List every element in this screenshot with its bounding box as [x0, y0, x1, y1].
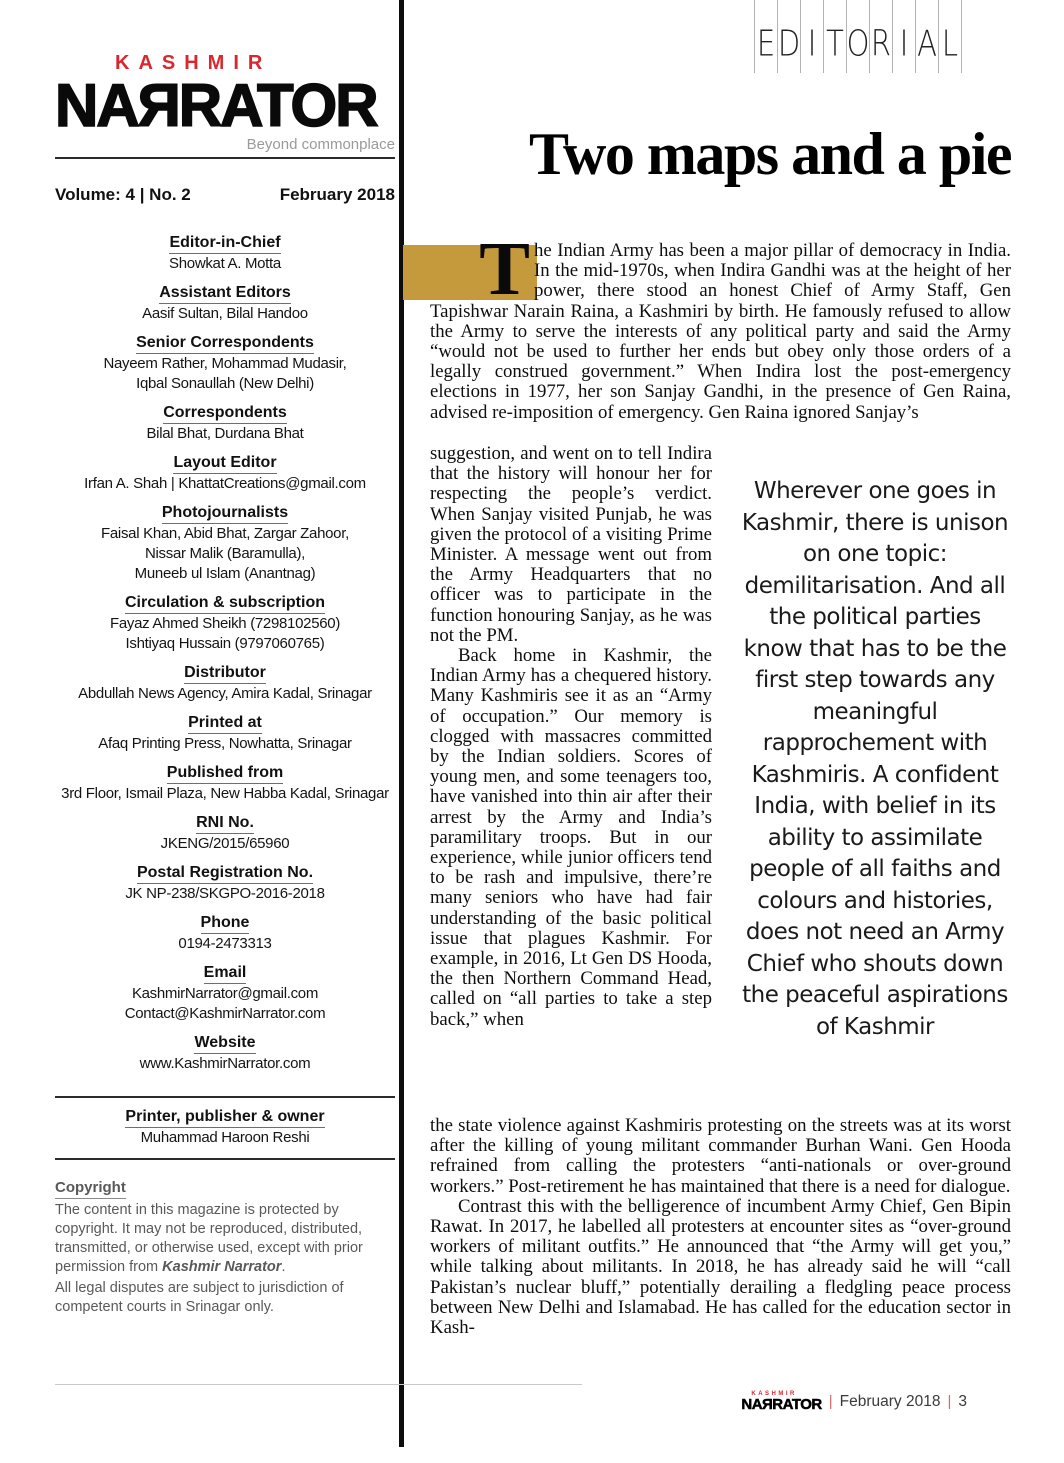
copyright-heading-text: Copyright — [55, 1178, 126, 1199]
staff-heading-text: Senior Correspondents — [136, 333, 314, 354]
staff-heading — [55, 913, 395, 934]
copyright-text-pre: The content in this magazine is protected by copyright. It may not be reproduced, distributed, transmitted, or otherwise used, except with prior permission from — [55, 1202, 363, 1276]
lead-paragraph-block — [430, 227, 1011, 423]
masthead-sidebar — [55, 52, 395, 1317]
staff-line: Nayeem Rather, Mohammad Mudasir, — [103, 355, 347, 373]
staff-heading — [55, 1033, 395, 1054]
staff-heading-text: Phone — [201, 913, 250, 934]
staff-line: Ishtiyaq Hussain (9797060765) — [125, 635, 325, 653]
editorial-letter-cell — [915, 0, 938, 73]
staff-lines — [55, 524, 395, 584]
issue-date: February 2018 — [279, 185, 395, 205]
closing-paragraphs — [430, 1116, 1011, 1338]
staff-heading — [55, 593, 395, 614]
editorial-letter-cell — [869, 0, 892, 73]
copyright-text — [55, 1201, 395, 1277]
staff-lines — [55, 884, 395, 904]
editorial-letter: R — [870, 22, 892, 64]
staff-heading-text: Published from — [167, 763, 283, 784]
footer-separator: | — [947, 1393, 952, 1410]
staff-heading — [55, 333, 395, 354]
logo-narrator-text: NAЯRATOR — [55, 72, 377, 139]
staff-line: Faisal Khan, Abid Bhat, Zargar Zahoor, — [101, 525, 349, 543]
staff-section — [55, 283, 395, 324]
staff-lines — [55, 254, 395, 274]
staff-lines — [55, 614, 395, 654]
staff-section — [55, 813, 395, 854]
staff-line: JKENG/2015/65960 — [160, 835, 290, 853]
staff-heading — [55, 963, 395, 984]
volume-number: Volume: 4 | No. 2 — [55, 185, 191, 205]
staff-line: Contact@KashmirNarrator.com — [124, 1005, 326, 1023]
editorial-letter: E — [756, 22, 776, 64]
editorial-letter-cell — [892, 0, 915, 73]
vertical-divider — [399, 0, 404, 1447]
copyright-heading — [55, 1178, 395, 1199]
footer-logo-kashmir: KASHMIR — [751, 1391, 797, 1397]
staff-line: 3rd Floor, Ismail Plaza, New Habba Kadal, Srinagar — [61, 785, 389, 803]
staff-lines — [55, 474, 395, 494]
editorial-letter-cell — [754, 0, 777, 73]
copyright-magazine-name: Kashmir Narrator — [162, 1259, 282, 1276]
staff-heading-text: RNI No. — [196, 813, 254, 834]
copyright-legal-text: All legal disputes are subject to jurisdiction of competent courts in Srinagar only. — [55, 1280, 344, 1316]
copyright-block — [55, 1178, 395, 1317]
footer-logo — [741, 1391, 821, 1412]
staff-line: Aasif Sultan, Bilal Handoo — [142, 305, 308, 323]
editorial-letter: I — [807, 22, 817, 64]
magazine-logo — [55, 52, 395, 159]
staff-heading — [55, 863, 395, 884]
staff-heading — [55, 233, 395, 254]
publisher-heading-text: Printer, publisher & owner — [125, 1107, 324, 1128]
footer-page-number: 3 — [958, 1392, 967, 1410]
body-text-column — [430, 444, 712, 1043]
staff-heading — [55, 713, 395, 734]
editorial-letter: T — [826, 22, 844, 64]
editorial-letter: D — [777, 22, 801, 64]
footer-logo-narrator: NAЯRATOR — [741, 1396, 822, 1413]
staff-heading-text: Distributor — [184, 663, 266, 684]
staff-line: Muneeb ul Islam (Anantnag) — [134, 565, 316, 583]
staff-heading — [55, 763, 395, 784]
editorial-letter-cell — [823, 0, 846, 73]
staff-line: Afaq Printing Press, Nowhatta, Srinagar — [98, 735, 352, 753]
staff-heading — [55, 813, 395, 834]
editorial-letter-cell — [800, 0, 823, 73]
sidebar-bottom-rule — [55, 1384, 582, 1385]
paragraph: Back home in Kashmir, the Indian Army has a chequered history. Many Kashmiris see it as an “Army of occupation.” Our memory is clogged with massacres committed by the Indian soldiers. Scores of young men, and some teenagers too, have vanished into thin air after their arrest by the Army and India’s paramilitary troops. But in our experience, while junior officers tend to be rash and impulsive, there’re many seniors who have had fair understanding of the basic political issue that plagues Kashmir. For example, in 2016, Lt Gen DS Hooda, the then Northern Command Head, called on “all parties to take a step back,” when — [430, 645, 712, 1030]
paragraph: suggestion, and went on to tell Indira that the history will honour her for respecting the people’s verdict. When Sanjay visited Punjab, he was given the protocol of a visiting Prime Minister. A message went out from the Army Headquarters that no officer was to participate in the function honouring Sanjay, as he was not the PM. — [430, 443, 712, 646]
staff-lines — [55, 354, 395, 394]
staff-section — [55, 863, 395, 904]
volume-row — [55, 185, 395, 205]
editorial-letter-cell — [938, 0, 961, 73]
staff-lines — [55, 684, 395, 704]
publisher-block — [55, 1096, 395, 1160]
staff-section — [55, 663, 395, 704]
staff-line: Fayaz Ahmed Sheikh (7298102560) — [109, 615, 341, 633]
staff-section — [55, 453, 395, 494]
staff-section — [55, 713, 395, 754]
staff-line: www.KashmirNarrator.com — [139, 1055, 311, 1073]
staff-heading-text: Printed at — [188, 713, 262, 734]
staff-lines — [55, 304, 395, 324]
editorial-letter: A — [917, 22, 937, 64]
staff-heading-text: Email — [204, 963, 247, 984]
staff-section — [55, 593, 395, 654]
staff-line: Showkat A. Motta — [169, 255, 281, 273]
logo-kashmir-text: KASHMIR — [115, 52, 272, 74]
article-title: Two maps and a pie — [528, 121, 1011, 187]
staff-section — [55, 403, 395, 444]
staff-section — [55, 333, 395, 394]
staff-lines — [55, 934, 395, 954]
staff-heading — [55, 403, 395, 424]
publisher-heading — [55, 1107, 395, 1128]
staff-heading — [55, 283, 395, 304]
staff-heading-text: Website — [194, 1033, 255, 1054]
staff-line: Irfan A. Shah | KhattatCreations@gmail.com — [84, 475, 366, 493]
staff-section — [55, 233, 395, 274]
staff-heading-text: Photojournalists — [162, 503, 288, 524]
footer-date: February 2018 — [839, 1392, 941, 1410]
staff-lines — [55, 784, 395, 804]
staff-list — [55, 233, 395, 1074]
staff-line: Iqbal Sonaullah (New Delhi) — [136, 375, 314, 393]
staff-lines — [55, 1054, 395, 1074]
paragraph: the state violence against Kashmiris protesting on the streets was at its worst after the killing of young militant commander Burhan Wani. Gen Hooda refrained from calling the protesters “anti-nationals or over-ground workers.” Post-retirement he has maintained that there is a need for dialogue. — [430, 1115, 1011, 1197]
lead-paragraph — [430, 227, 1011, 423]
copyright-text-post: . — [281, 1259, 286, 1276]
staff-heading-text: Layout Editor — [173, 453, 276, 474]
staff-section — [55, 963, 395, 1024]
staff-lines — [55, 734, 395, 754]
editorial-letter-cell — [777, 0, 800, 73]
editorial-letter-cell — [846, 0, 869, 73]
staff-heading-text: Circulation & subscription — [125, 593, 325, 614]
staff-heading-text: Correspondents — [163, 403, 287, 424]
staff-line: Nissar Malik (Baramulla), — [144, 545, 306, 563]
two-column-section — [430, 444, 1011, 1043]
editorial-letter: O — [846, 22, 870, 64]
page-footer — [741, 1391, 967, 1412]
staff-heading — [55, 453, 395, 474]
staff-heading — [55, 503, 395, 524]
staff-heading — [55, 663, 395, 684]
logo-divider-rule — [55, 157, 395, 159]
staff-lines — [55, 984, 395, 1024]
staff-section — [55, 763, 395, 804]
paragraph: Contrast this with the belligerence of incumbent Army Chief, Gen Bipin Rawat. In 2017, he labelled all protesters at encounter sites as “over-ground workers of militant outfits.” He announced that “the Army will get you,” while talking about militants. In 2018, he has already said he will “call Pakistan’s nuclear bluff,” potentially derailing a fledgling peace process between New Delhi and Islamabad. He has called for the education sector in Kash- — [430, 1195, 1011, 1339]
staff-line: KashmirNarrator@gmail.com — [131, 985, 319, 1003]
editorial-letter: L — [941, 22, 959, 64]
staff-heading-text: Assistant Editors — [159, 283, 291, 304]
staff-lines — [55, 424, 395, 444]
staff-line: JK NP-238/SKGPO-2016-2018 — [125, 885, 325, 903]
drop-cap: T — [479, 227, 530, 311]
pull-quote: Wherever one goes in Kashmir, there is unison on one topic: demilitarisation. And all the political parties know that has to be the first step towards any meaningful rapprochement with Kashmiris. A confident India, with belief in its ability to assimilate people of all faiths and colours and histories, does not need an Army Chief who shouts down the peaceful aspirations of Kashmir — [741, 478, 1009, 1040]
staff-heading-text: Editor-in-Chief — [169, 233, 280, 254]
staff-section — [55, 913, 395, 954]
footer-separator: | — [828, 1393, 833, 1410]
staff-section — [55, 1033, 395, 1074]
staff-line: 0194-2473313 — [178, 935, 272, 953]
editorial-section-header — [754, 0, 962, 73]
staff-heading-text: Postal Registration No. — [137, 863, 313, 884]
staff-section — [55, 503, 395, 584]
staff-line: Bilal Bhat, Durdana Bhat — [146, 425, 304, 443]
staff-lines — [55, 834, 395, 854]
logo-tagline: Beyond commonplace — [246, 136, 395, 154]
editorial-letter: I — [899, 22, 909, 64]
lead-paragraph-text: he Indian Army has been a major pillar of democracy in India. In the mid-1970s, when Indira Gandhi was at the height of her power, there stood an honest Chief of Army Staff, Gen Tapishwar Narain Raina, a Kashmiri by birth. He famously refused to allow the Army to serve the interests of any political party and said the Army “would not be used to further her ends but obey only those orders of a legally construed government.” When Indira lost the post-emergency elections in 1977, her son Sanjay Gandhi, in the presence of Gen Raina, advised re-imposition of emergency. Gen Raina ignored Sanjay’s — [430, 240, 1011, 423]
staff-line: Abdullah News Agency, Amira Kadal, Srinagar — [78, 685, 372, 703]
publisher-name: Muhammad Haroon Reshi — [140, 1129, 310, 1147]
